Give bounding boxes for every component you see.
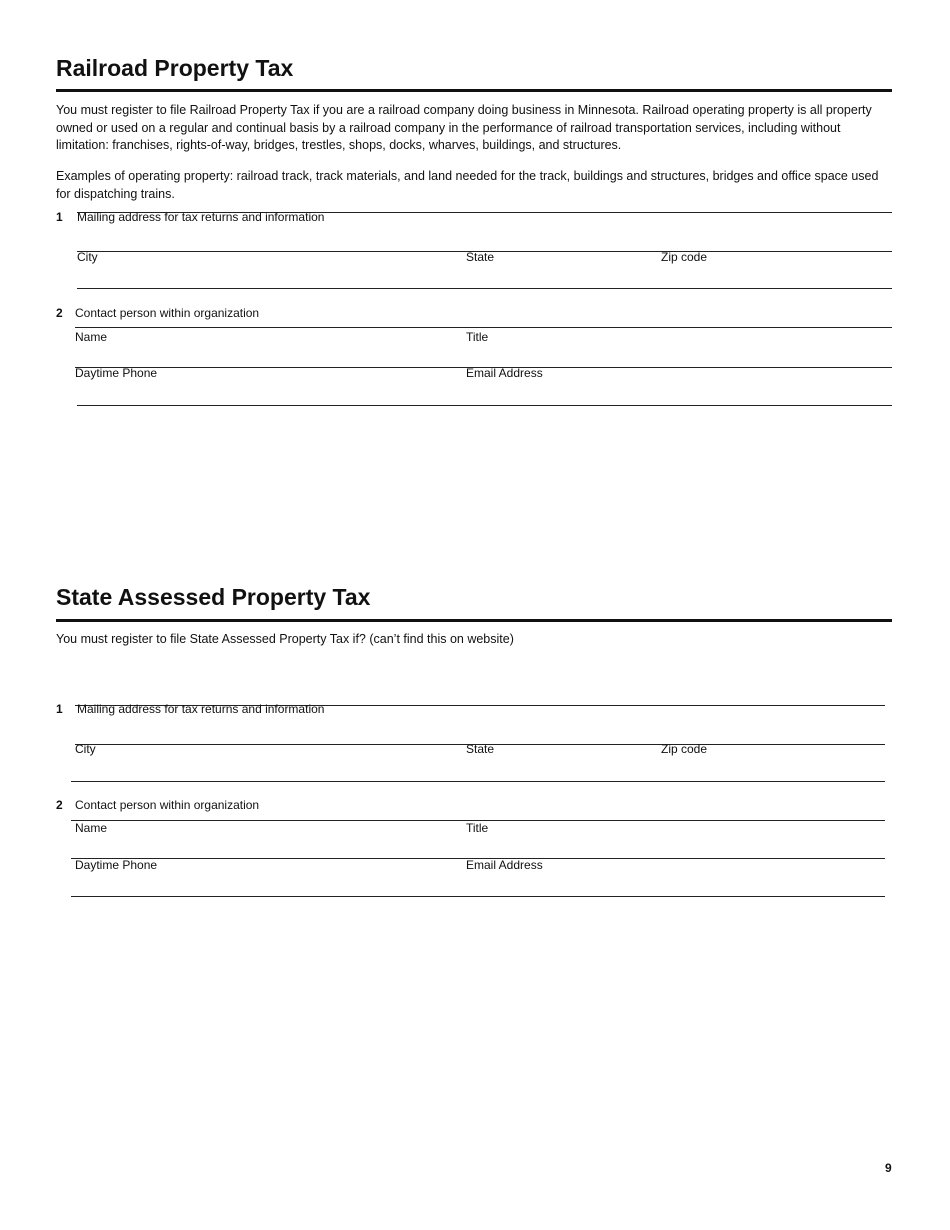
city-state-zip-field-bottom bbox=[77, 288, 892, 289]
railroad-examples-paragraph: Examples of operating property: railroad track, track materials, and land needed for the track, buildings and structures, bridges and office space used for dispatching trains. bbox=[56, 169, 879, 201]
item-number-2: 2 bbox=[56, 306, 63, 320]
phone-email-field-bottom bbox=[77, 405, 892, 406]
state-label: State bbox=[466, 742, 495, 756]
email-address-label: Email Address bbox=[466, 858, 543, 872]
section-title-state-assessed: State Assessed Property Tax bbox=[56, 584, 371, 610]
city-state-zip-field-bottom bbox=[71, 781, 885, 782]
railroad-intro-paragraph: You must register to file Railroad Property Tax if you are a railroad company doing business in Minnesota. Railroad operating property is all property owned or used on a regular and continual basis by a railroad company in the performance of railroad transportation services, including without limitation: franchises, rights-of-way, bridges, trestles, shops, docks, wharves, buildings, and structures. bbox=[56, 103, 872, 152]
section-divider bbox=[56, 619, 892, 622]
title-label: Title bbox=[466, 330, 489, 344]
mailing-address-label: Mailing address for tax returns and information bbox=[77, 210, 325, 224]
name-label: Name bbox=[75, 821, 108, 835]
contact-person-label: Contact person within organization bbox=[75, 306, 260, 320]
section-title-railroad: Railroad Property Tax bbox=[56, 55, 294, 81]
page-number: 9 bbox=[885, 1161, 892, 1175]
email-address-label: Email Address bbox=[466, 366, 543, 380]
city-label: City bbox=[77, 250, 98, 264]
zip-code-label: Zip code bbox=[661, 742, 708, 756]
item-number-1: 1 bbox=[56, 210, 63, 224]
daytime-phone-label: Daytime Phone bbox=[75, 858, 158, 872]
city-label: City bbox=[75, 742, 96, 756]
name-label: Name bbox=[75, 330, 108, 344]
state-label: State bbox=[466, 250, 495, 264]
phone-email-field-bottom bbox=[71, 896, 885, 897]
item-number-2: 2 bbox=[56, 798, 63, 812]
contact-person-label: Contact person within organization bbox=[75, 798, 260, 812]
mailing-address-label: Mailing address for tax returns and information bbox=[77, 702, 325, 716]
title-label: Title bbox=[466, 821, 489, 835]
name-title-line[interactable] bbox=[75, 327, 892, 328]
daytime-phone-label: Daytime Phone bbox=[75, 366, 158, 380]
state-assessed-intro-paragraph: You must register to file State Assessed Property Tax if? (can’t find this on website) bbox=[56, 632, 514, 646]
item-number-1: 1 bbox=[56, 702, 63, 716]
section-divider bbox=[56, 89, 892, 92]
zip-code-label: Zip code bbox=[661, 250, 708, 264]
